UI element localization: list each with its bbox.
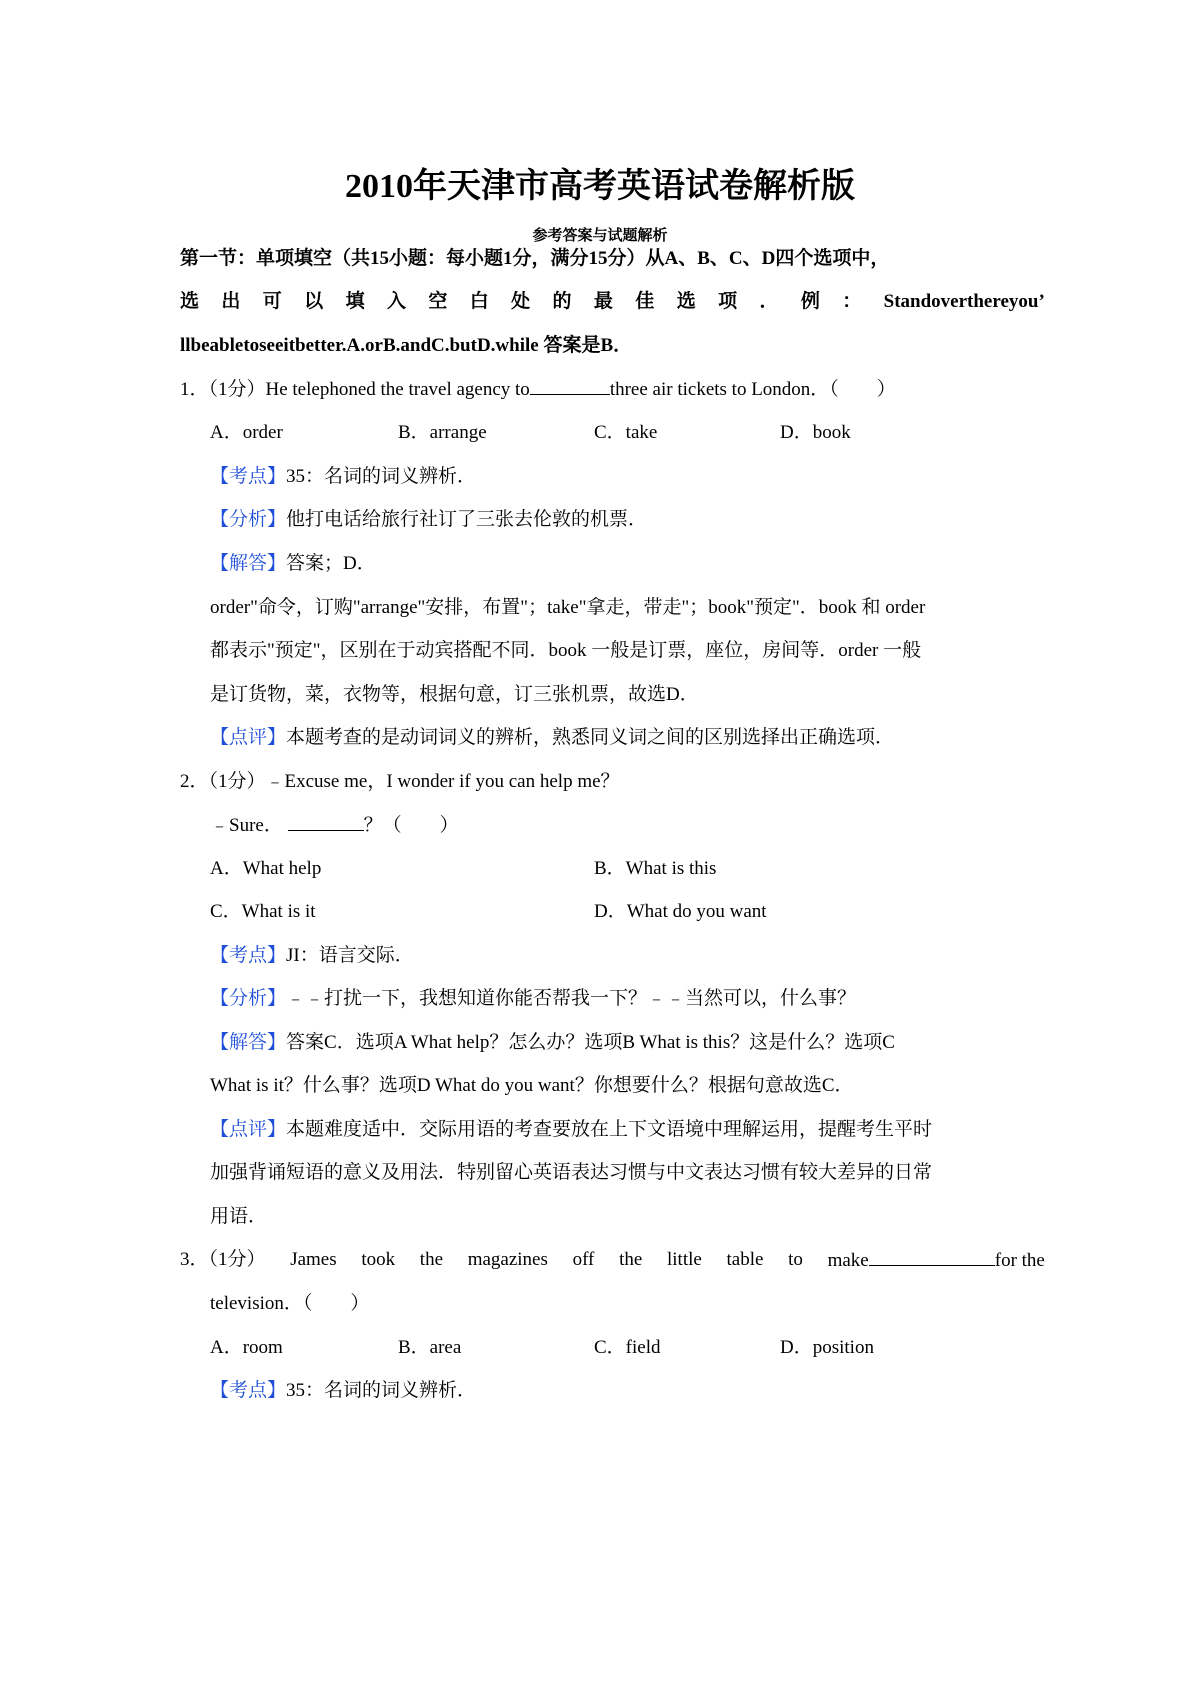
- section-intro-glyph: 入: [386, 291, 406, 312]
- dianping-text: 本题考查的是动词词义的辨析，熟悉同义词之间的区别选择出正确选项．: [286, 727, 895, 748]
- question-3-stem-end: for the: [994, 1250, 1045, 1271]
- option-a: A．order: [210, 422, 283, 443]
- question-1-explanation-line1: order"命令，订购"arrange"安排，布置"；take"拿走，带走"；book"预定"．book 和 order: [210, 597, 926, 618]
- page-subtitle: 参考答案与试题解析: [532, 226, 668, 244]
- section-intro-glyph: 佳: [635, 291, 655, 312]
- section-intro-glyph: 选: [180, 291, 200, 312]
- question-1-stem-part2: three air tickets to London．（ ）: [609, 379, 896, 400]
- section-intro-glyph: 可: [262, 291, 282, 312]
- fenxi-tag: 【分析】: [210, 509, 287, 530]
- section-intro-line2: [180, 287, 1045, 317]
- question-1-options: [210, 418, 1045, 448]
- section-intro-glyph: 例: [800, 291, 820, 312]
- section-intro-glyph: 出: [221, 291, 241, 312]
- kaodian-tag: 【考点】: [210, 1380, 287, 1401]
- section-intro-glyph: ：: [842, 291, 862, 312]
- question-2-fenxi: [210, 984, 1045, 1014]
- section-intro-glyph: 填: [345, 291, 365, 312]
- jieda-text: 答案；D．: [286, 553, 376, 574]
- section-intro-glyph: 最: [593, 291, 613, 312]
- option-d: D．What do you want: [594, 901, 767, 922]
- question-3-stem-word: table: [726, 1249, 764, 1270]
- kaodian-tag: 【考点】: [210, 945, 287, 966]
- question-3-stem-word: the: [619, 1249, 643, 1270]
- dianping-tag: 【点评】: [210, 1119, 287, 1140]
- section-intro-glyph: 空: [428, 291, 448, 312]
- question-3-stem-word: magazines: [467, 1249, 548, 1270]
- kaodian-text: 35：名词的词义辨析．: [286, 466, 477, 487]
- question-3-options: [210, 1333, 1045, 1363]
- question-1-explanation-line3: 是订货物，菜，衣物等，根据句意，订三张机票，故选D．: [210, 684, 699, 705]
- question-3-stem-line2: television．（ ）: [210, 1293, 370, 1314]
- question-3-stem-word: the: [419, 1249, 444, 1270]
- page-title: 2010年天津市高考英语试卷解析版: [345, 168, 855, 205]
- question-2-dianping-line3: 用语．: [210, 1206, 268, 1227]
- section-intro-glyph: 以: [304, 291, 324, 312]
- option-d: D．position: [780, 1337, 874, 1358]
- section-intro-glyph: 处: [511, 291, 531, 312]
- question-1-explanation-line2: 都表示"预定"，区别在于动宾搭配不同．book 一般是订票，座位，房间等．order 一般: [210, 640, 922, 661]
- kaodian-text: 35：名词的词义辨析．: [286, 1380, 477, 1401]
- option-a: A．What help: [210, 858, 322, 879]
- kaodian-text: JI：语言交际．: [286, 945, 414, 966]
- section-intro-glyph: 项: [718, 291, 738, 312]
- question-2-jieda-line2: What is it？什么事？选项D What do you want？你想要什么？根据句意故选C．: [210, 1075, 854, 1096]
- option-c: C．take: [594, 422, 658, 443]
- option-c: C．field: [594, 1337, 661, 1358]
- section-intro-line3: llbeabletoseeitbetter.A.orB.andC.butD.while 答案是B．: [180, 335, 633, 356]
- jieda-text: 答案C．选项A What help？怎么办？选项B What is this？这是什么？选项C: [286, 1032, 895, 1053]
- option-c: C．What is it: [210, 901, 316, 922]
- section-intro-glyph: 选: [676, 291, 696, 312]
- fenxi-text: ﹣﹣打扰一下，我想知道你能否帮我一下？﹣﹣当然可以，什么事？: [286, 988, 857, 1009]
- section-intro-line1: 第一节：单项填空（共15小题：每小题1分，满分15分）从A、B、C、D四个选项中，: [180, 248, 890, 269]
- dianping-text: 本题难度适中．交际用语的考查要放在上下文语境中理解运用，提醒考生平时: [286, 1119, 933, 1140]
- option-d: D．book: [780, 422, 851, 443]
- dianping-tag: 【点评】: [210, 727, 287, 748]
- question-3-stem-tail: [828, 1245, 1045, 1275]
- answer-blank: [288, 810, 364, 831]
- question-2-dianping-line2: 加强背诵短语的意义及用法．特别留心英语表达习惯与中文表达习惯有较大差异的日常: [210, 1162, 933, 1183]
- question-3-stem-word: make: [827, 1250, 869, 1271]
- question-2-stem-end: ？（ ）: [363, 815, 459, 836]
- option-a: A．room: [210, 1337, 283, 1358]
- question-3-stem-word: 3．（1分）: [180, 1249, 266, 1270]
- question-1-stem-part1: 1．（1分）He telephoned the travel agency to: [180, 379, 530, 400]
- question-3-stem-word: took: [361, 1249, 396, 1270]
- answer-blank: [530, 374, 610, 395]
- answer-blank: [869, 1245, 995, 1266]
- option-b: B．area: [398, 1337, 462, 1358]
- question-3-stem-word: to: [788, 1249, 803, 1270]
- question-3-stem-word: off: [572, 1249, 595, 1270]
- question-3-kaodian: [210, 1376, 1045, 1406]
- section-intro-glyph: ．: [759, 291, 779, 312]
- question-1-kaodian: [210, 462, 1045, 492]
- question-3-stem: [180, 1245, 1045, 1275]
- question-2-jieda: [210, 1028, 1045, 1058]
- section-intro-glyph: 白: [469, 291, 489, 312]
- question-2-options-row2: [210, 897, 1045, 927]
- question-2-stem-line2: [210, 810, 1045, 840]
- question-2-kaodian: [210, 941, 1045, 971]
- question-2-reply: ﹣Sure．: [210, 815, 283, 836]
- option-b: B．arrange: [398, 422, 487, 443]
- fenxi-text: 他打电话给旅行社订了三张去伦敦的机票．: [286, 509, 648, 530]
- question-3-stem-word: little: [666, 1249, 702, 1270]
- question-1-dianping: [210, 723, 1045, 753]
- question-2-dianping: [210, 1115, 1045, 1145]
- option-b: B．What is this: [594, 858, 717, 879]
- question-2-options-row1: [210, 854, 1045, 884]
- question-1-stem: [180, 374, 1045, 404]
- kaodian-tag: 【考点】: [210, 466, 287, 487]
- question-2-stem: 2．（1分）﹣Excuse me，I wonder if you can help me？: [180, 771, 620, 792]
- jieda-tag: 【解答】: [210, 553, 287, 574]
- section-intro-glyph: Standoverthereyou’: [883, 291, 1045, 312]
- question-3-stem-word: James: [290, 1249, 337, 1270]
- question-1-fenxi: [210, 505, 1045, 535]
- fenxi-tag: 【分析】: [210, 988, 287, 1009]
- jieda-tag: 【解答】: [210, 1032, 287, 1053]
- section-intro-glyph: 的: [552, 291, 572, 312]
- question-1-jieda: [210, 549, 1045, 579]
